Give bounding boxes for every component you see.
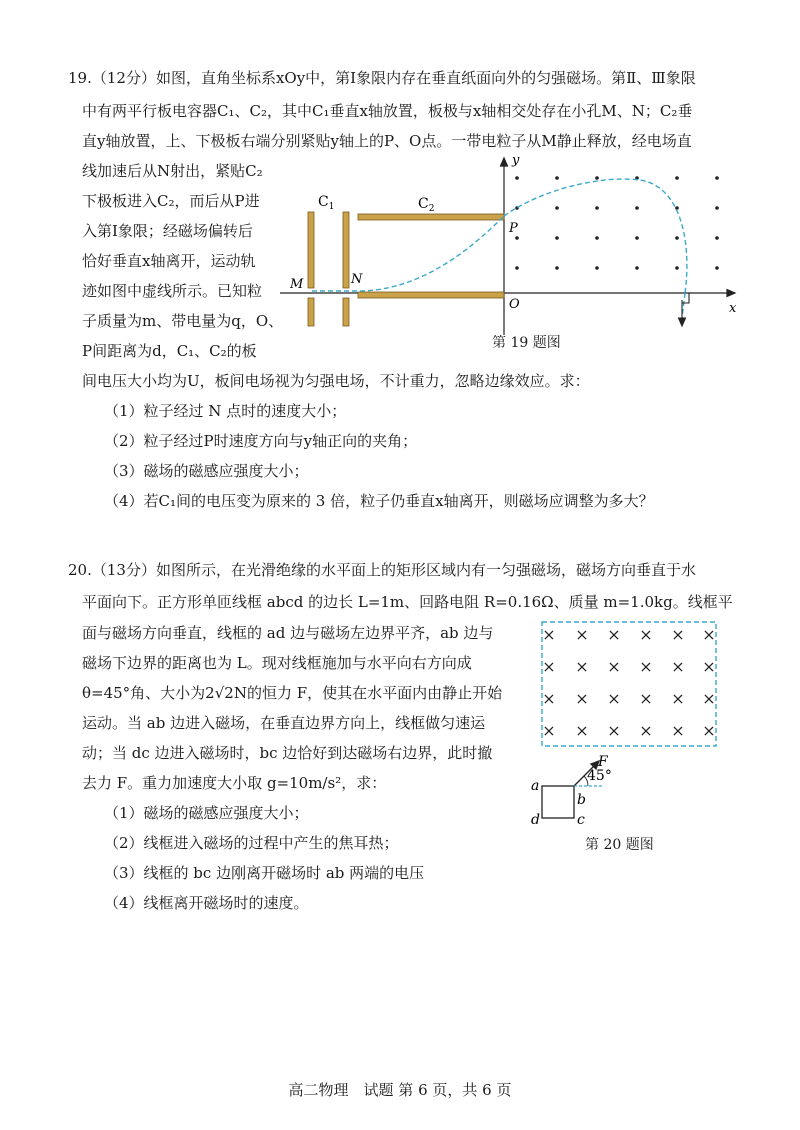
svg-text:×: × <box>671 721 685 740</box>
q19-line-2: 中有两平行板电容器C₁、C₂，其中C₁垂直x轴放置，板极与x轴相交处存在小孔M、N；C₂垂 <box>82 102 693 120</box>
q19-line-10: P间距离为d，C₁、C₂的板 <box>82 342 257 360</box>
q19-label-o: O <box>509 297 520 312</box>
q19-label-x: x <box>729 301 737 316</box>
page-footer: 高二物理 试题 第 6 页，共 6 页 <box>288 1081 512 1099</box>
q19-line-6: 入第Ⅰ象限；经磁场偏转后 <box>82 222 253 240</box>
q19-capacitor-c2 <box>358 214 504 298</box>
svg-text:×: × <box>575 721 589 740</box>
q20-field-region <box>542 622 716 746</box>
svg-text:×: × <box>639 657 653 676</box>
q20-figure-caption: 第 20 题图 <box>585 837 654 853</box>
q19-label-n: N <box>351 272 363 287</box>
svg-text:×: × <box>575 657 589 676</box>
q19-figure-caption: 第 19 题图 <box>492 335 561 351</box>
q20-label-d: d <box>531 812 540 828</box>
q19-field-dots <box>515 176 719 270</box>
svg-text:×: × <box>702 657 716 676</box>
q19-capacitor-c1 <box>308 212 349 326</box>
svg-text:×: × <box>639 721 653 740</box>
svg-text:×: × <box>575 689 589 708</box>
q20-line-1: 20.（13分）如图所示，在光滑绝缘的水平面上的矩形区域内有一匀强磁场，磁场方向垂直于水 <box>68 561 696 579</box>
q19-line-5: 下极板进入C₂，而后从P进 <box>82 192 260 210</box>
svg-text:×: × <box>671 657 685 676</box>
svg-text:×: × <box>639 689 653 708</box>
q20-line-8: 去力 F。重力加速度大小取 g=10m/s²，求： <box>82 774 387 792</box>
svg-text:×: × <box>607 721 621 740</box>
q19-question-3: （3）磁场的磁感应强度大小； <box>104 462 309 480</box>
svg-text:×: × <box>702 625 716 644</box>
svg-text:×: × <box>639 625 653 644</box>
svg-text:×: × <box>702 721 716 740</box>
q20-question-2: （2）线框进入磁场的过程中产生的焦耳热； <box>104 834 399 852</box>
q20-label-c: c <box>577 812 585 828</box>
q19-line-7: 恰好垂直x轴离开，运动轨 <box>82 252 256 270</box>
q19-label-p: P <box>509 221 518 236</box>
q19-question-1: （1）粒子经过 N 点时的速度大小； <box>104 402 347 420</box>
q19-line-8: 迹如图中虚线所示。已知粒 <box>82 282 263 300</box>
svg-text:×: × <box>542 689 556 708</box>
q20-line-7: 动；当 dc 边进入磁场时，bc 边恰好到达磁场右边界，此时撤 <box>82 744 493 762</box>
svg-text:×: × <box>607 625 621 644</box>
svg-text:×: × <box>607 657 621 676</box>
svg-text:×: × <box>542 625 556 644</box>
svg-text:×: × <box>671 689 685 708</box>
q19-figure <box>280 150 750 335</box>
svg-text:×: × <box>542 721 556 740</box>
q19-line-9: 子质量为m、带电量为q，O、 <box>82 312 284 330</box>
svg-text:×: × <box>702 689 716 708</box>
q19-label-y: y <box>512 153 520 168</box>
q20-question-3: （3）线框的 bc 边刚离开磁场时 ab 两端的电压 <box>104 864 425 882</box>
svg-text:×: × <box>542 657 556 676</box>
q19-label-c1: $C_1$ <box>318 194 335 212</box>
q20-line-3: 面与磁场方向垂直，线框的 ad 边与磁场左边界平齐，ab 边与 <box>82 624 494 642</box>
q20-field-crosses <box>542 625 715 740</box>
q19-question-4: （4）若C₁间的电压变为原来的 3 倍，粒子仍垂直x轴离开，则磁场应调整为多大？ <box>104 492 654 510</box>
q20-line-4: 磁场下边界的距离也为 L。现对线框施加与水平向右方向成 <box>82 654 472 672</box>
svg-text:×: × <box>575 625 589 644</box>
q19-line-3: 直y轴放置，上、下极板右端分别紧贴y轴上的P、O点。一带电粒子从M静止释放，经电场直 <box>82 132 692 150</box>
q20-label-f: F <box>598 754 608 770</box>
q19-label-c2: $C_2$ <box>418 196 435 214</box>
q19-line-11: 间电压大小均为U，板间电场视为匀强电场，不计重力，忽略边缘效应。求： <box>82 372 590 390</box>
q20-label-a: a <box>531 778 540 794</box>
q20-line-6: 运动。当 ab 边进入磁场，在垂直边界方向上，线框做匀速运 <box>82 714 486 732</box>
q19-line-4: 线加速后从N射出，紧贴C₂ <box>82 162 263 180</box>
q20-wire-frame <box>542 786 574 818</box>
q19-question-2: （2）粒子经过P时速度方向与y轴正向的夹角； <box>104 432 418 450</box>
q20-line-2: 平面向下。正方形单匝线框 abcd 的边长 L=1m、回路电阻 R=0.16Ω、质量 m=1.0kg。线框平 <box>82 593 733 611</box>
q20-label-angle: 45° <box>587 768 612 784</box>
q19-line-1: 19.（12分）如图，直角坐标系xOy中，第Ⅰ象限内存在垂直纸面向外的匀强磁场。第Ⅱ、Ⅲ象限 <box>68 69 696 87</box>
q20-label-b: b <box>577 792 586 808</box>
svg-text:×: × <box>607 689 621 708</box>
q20-figure <box>528 618 728 833</box>
q20-question-4: （4）线框离开磁场时的速度。 <box>104 894 309 912</box>
q19-exit-arrow <box>679 293 690 326</box>
svg-text:×: × <box>671 625 685 644</box>
q19-label-m: M <box>290 277 304 292</box>
q20-question-1: （1）磁场的磁感应强度大小； <box>104 804 309 822</box>
q20-line-5: θ=45°角、大小为2√2N的恒力 F，使其在水平面内由静止开始 <box>82 684 503 702</box>
